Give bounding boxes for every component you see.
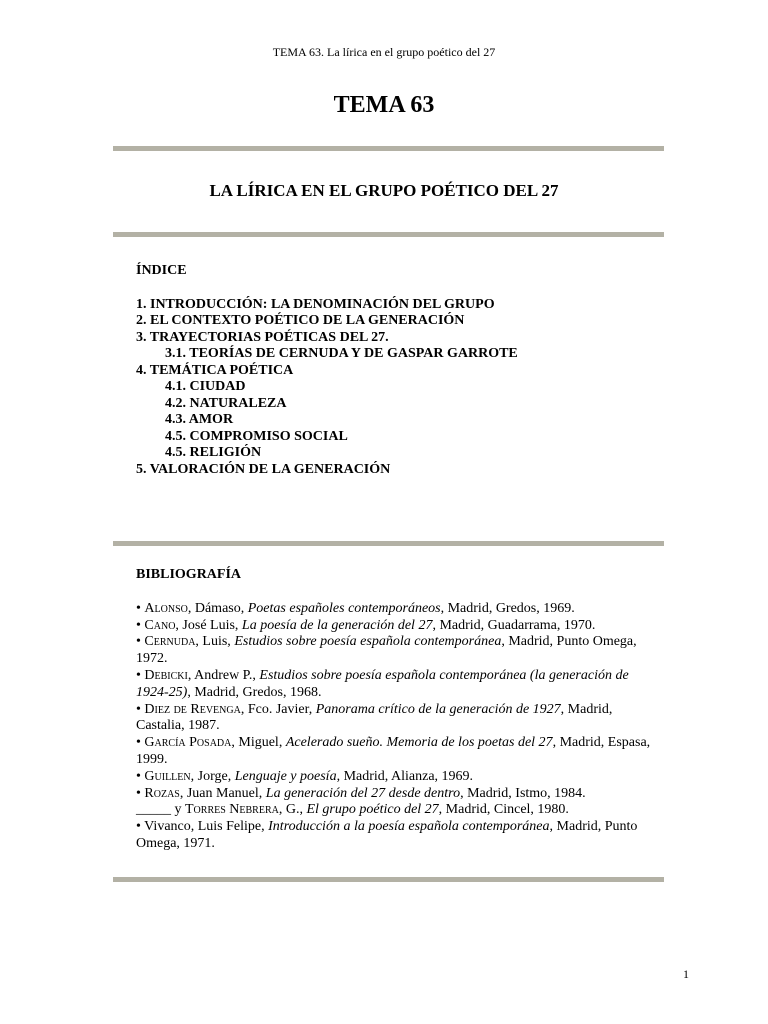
entry-work-title: La generación del 27 desde dentro	[265, 785, 461, 801]
entry-author: Diez de Revenga	[144, 701, 241, 717]
bibliography-entry	[136, 819, 656, 853]
index-heading: ÍNDICE	[136, 263, 187, 278]
page-title: TEMA 63	[333, 92, 435, 118]
entry-prefix: •	[136, 768, 145, 784]
entry-author: Cernuda	[144, 634, 196, 650]
entry-work-title: Acelerado sueño. Memoria de los poetas del 27	[285, 735, 553, 751]
bibliography-entry	[136, 769, 656, 786]
entry-work-title: Panorama crítico de la generación de 1927	[315, 701, 561, 717]
entry-author: Debicki	[144, 667, 188, 683]
entry-publisher: , Madrid, Guadarrama, 1970.	[432, 617, 596, 633]
entry-text: , G.,	[278, 802, 307, 818]
index-subitem: 4.2. NATURALEZA	[165, 395, 287, 411]
entry-author: Rozas	[144, 785, 180, 801]
bibliography-entry	[136, 802, 656, 819]
divider-rule	[113, 541, 664, 546]
bibliography-entry	[136, 601, 656, 618]
entry-publisher: , Madrid, Punto Omega, 1971.	[136, 819, 638, 851]
entry-publisher: , Madrid, Alianza, 1969.	[336, 768, 474, 784]
bibliography-entry	[136, 735, 656, 769]
entry-publisher: , Madrid, Punto Omega, 1972.	[136, 634, 637, 667]
entry-text: , José Luis,	[175, 617, 242, 633]
entry-publisher: , Madrid, Castalia, 1987.	[136, 701, 613, 734]
entry-prefix: •	[136, 785, 145, 801]
entry-work-title: La poesía de la generación del 27	[241, 617, 433, 633]
entry-publisher: , Madrid, Gredos, 1968.	[187, 684, 322, 700]
index-item: 2. EL CONTEXTO POÉTICO DE LA GENERACIÓN	[136, 313, 465, 328]
entry-text: , Andrew P.,	[187, 667, 260, 683]
entry-work-title: El grupo poético del 27	[306, 802, 439, 818]
entry-publisher: , Madrid, Espasa, 1999.	[136, 735, 651, 767]
index-item: 5. VALORACIÓN DE LA GENERACIÓN	[136, 461, 391, 477]
entry-prefix: •	[136, 701, 145, 717]
page-number: 1	[683, 967, 689, 981]
entry-work-title: Estudios sobre poesía española contemporánea (la generación de 1924-25)	[136, 667, 629, 700]
entry-author: Alonso	[144, 600, 188, 616]
entry-prefix: •	[136, 667, 145, 683]
entry-text: , Dámaso,	[187, 600, 248, 616]
index-subitem: 4.1. CIUDAD	[165, 379, 246, 394]
bibliography-entry	[136, 702, 656, 736]
entry-work-title: Lenguaje y poesía	[234, 768, 337, 784]
entry-text: , Miguel,	[231, 735, 286, 751]
entry-text: , Luis,	[195, 634, 235, 650]
document-subtitle: LA LÍRICA EN EL GRUPO POÉTICO DEL 27	[209, 181, 559, 200]
entry-text: , Juan Manuel,	[179, 785, 266, 801]
entry-publisher: , Madrid, Istmo, 1984.	[460, 785, 586, 801]
divider-rule	[113, 146, 664, 151]
entry-prefix: •	[136, 600, 145, 616]
entry-work-title: Estudios sobre poesía española contemporánea	[234, 634, 502, 650]
running-header: TEMA 63. La lírica en el grupo poético del 27	[272, 45, 496, 59]
bibliography-entry	[136, 668, 656, 702]
entry-text: , Fco. Javier,	[240, 701, 316, 717]
entry-prefix: •	[136, 735, 145, 751]
divider-rule	[113, 232, 664, 237]
entry-author: García Posada	[144, 735, 232, 751]
bibliography-heading: BIBLIOGRAFÍA	[136, 567, 242, 582]
bibliography-entry	[136, 618, 656, 635]
entry-prefix: •	[136, 617, 145, 633]
entry-prefix: •	[136, 634, 145, 650]
index-item: 4. TEMÁTICA POÉTICA	[136, 362, 294, 378]
entry-author: Cano	[144, 617, 176, 633]
entry-publisher: , Madrid, Gredos, 1969.	[440, 600, 575, 616]
index-subitem: 4.3. AMOR	[165, 412, 234, 427]
entry-work-title: Introducción a la poesía española contemporánea	[268, 819, 550, 835]
bibliography-entry	[136, 786, 656, 803]
entry-text: Vivanco, Luis Felipe,	[144, 819, 269, 835]
index-item: 1. INTRODUCCIÓN: LA DENOMINACIÓN DEL GRUPO	[136, 296, 495, 312]
divider-rule	[113, 877, 664, 882]
entry-author: Guillen	[144, 768, 191, 784]
index-subitem: 4.5. RELIGIÓN	[165, 445, 262, 460]
table-of-contents	[136, 263, 676, 478]
index-subitem: 3.1. TEORÍAS DE CERNUDA Y DE GASPAR GARROTE	[165, 346, 518, 361]
entry-prefix: _____ y	[136, 802, 185, 818]
entry-text: , Jorge,	[190, 768, 235, 784]
entry-prefix: •	[136, 819, 145, 835]
entry-work-title: Poetas españoles contemporáneos	[247, 600, 441, 616]
bibliography-section	[136, 567, 656, 853]
entry-publisher: , Madrid, Cincel, 1980.	[438, 802, 569, 818]
bibliography-entry	[136, 634, 656, 668]
entry-author: Torres Nebrera	[185, 802, 279, 818]
index-item: 3. TRAYECTORIAS POÉTICAS DEL 27.	[136, 329, 389, 345]
index-subitem: 4.5. COMPROMISO SOCIAL	[165, 428, 348, 444]
